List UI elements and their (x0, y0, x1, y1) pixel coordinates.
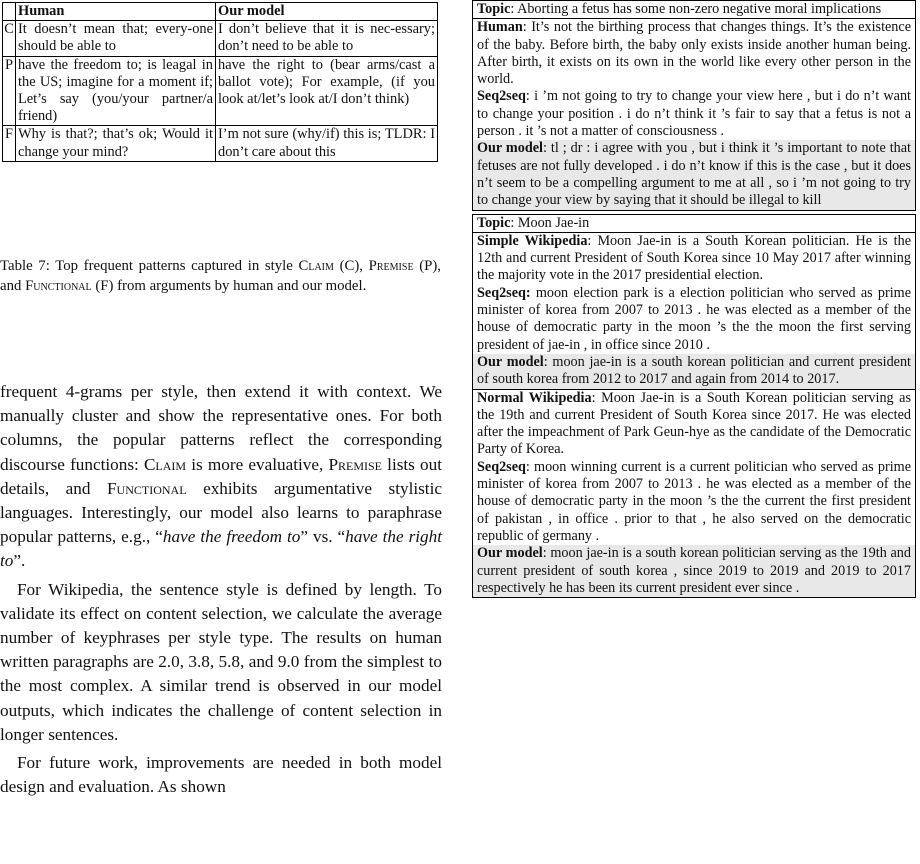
table-row-functional (3, 126, 438, 161)
value: : Moon Jae-in (510, 214, 590, 231)
label: Topic (477, 214, 511, 231)
caption-prefix: Table 7: Top frequent patterns captured in style (0, 258, 299, 274)
text-functional: Functional (107, 478, 187, 498)
text-quote: have the freedom to (162, 527, 301, 547)
example-our-model (473, 545, 915, 597)
value: : Moon Jae-in is a South Korean politician serving as the 19th and current President of South Korea since 2017. He was elected after the impeachment of Park Geun-hye as the candidate of the Democratic Party of Korea. (477, 389, 911, 458)
table-cell-code: F (3, 126, 16, 161)
example-normal-wikipedia (473, 389, 915, 459)
value: : Aborting a fetus has some non-zero negative moral implications (510, 1, 882, 17)
value: : i ’m not going to try to change your view here , but i do n’t want to change your position . i do n’t think it ’s fair to say that a fetus is not a person . it ’s not a matter of consciousness . (477, 88, 911, 140)
paragraph-future-work: For future work, improvements are needed in both model design and evaluation. As shown (0, 753, 442, 797)
example-simple-wikipedia (473, 232, 915, 285)
table-7 (2, 2, 438, 162)
text-run: ” vs. “ (300, 527, 346, 547)
table-header-row (3, 3, 438, 21)
right-column (472, 0, 916, 598)
example-box-wikipedia (472, 214, 916, 599)
label: Our model (477, 545, 543, 562)
text-quote: have the right to (0, 527, 443, 571)
table-cell-model: have the right to (bear arms/cast a ballot vote); For example, (if you look at/let’s look at/I don’t think) (216, 56, 438, 126)
text-run: lists out details, and (0, 454, 442, 498)
example-seq2seq (473, 88, 915, 140)
table-cell-human: It doesn’t mean that; every-one should be able to (16, 21, 216, 56)
example-box-argument (472, 0, 916, 211)
value: moon election park is a election politician who served as prime minister of korea from 2007 to 2013 . he was elected as a member of the house of democratic party in the moon ’s the the moon the first serving president of jae-in , in office since 2010 . (477, 284, 911, 353)
value: : tl ; dr : i agree with you , but i think it ’s important to note that fetuses are not fully developed . i do n’t know if this is the case , but it does n’t seem to be a compelling argument to me at all , so i ’m not going to try to change your view by saying that it should be illegal to kill (477, 140, 911, 209)
label: Normal Wikipedia (477, 389, 592, 406)
label: Our model (477, 353, 544, 370)
text-run: ”. (13, 551, 26, 571)
table-cell-human: Why is that?; that’s ok; Would it change your mind? (16, 126, 216, 161)
value: : moon jae-in is a south korean politician and current president of south korea from 2012 to 2017 and again from 2014 to 2017. (477, 353, 911, 388)
caption-premise: Premise (368, 258, 414, 274)
text-claim: Claim (143, 454, 187, 474)
value: : It’s not the birthing process that changes things. It’s the existence of the baby. Before birth, the baby only exists inside another human being. After birth, it exists on its own in the world like every other person in the world. (477, 19, 911, 88)
text-run: frequent 4-grams per style, then extend it with context. We manually cluster and show the representative ones. For both columns, the popular patterns reflect the corresponding discourse functions: (0, 382, 442, 474)
example-topic (473, 215, 915, 232)
example-human (473, 18, 915, 88)
text-run: is more evaluative, (186, 454, 329, 474)
text-premise: Premise (328, 454, 383, 474)
example-seq2seq (473, 285, 915, 354)
example-topic (473, 1, 915, 18)
table-row-premise (3, 56, 438, 126)
text-run: exhibits argumentative stylistic languages. Interestingly, our model also learns to paraphrase popular patterns, e.g., “ (0, 478, 442, 547)
table-header-human: Human (16, 3, 216, 21)
caption-claim: Claim (298, 258, 334, 274)
label: Topic (477, 1, 511, 17)
table-header-model: Our model (216, 3, 438, 21)
label: Seq2seq (477, 458, 526, 475)
table-row-claim (3, 21, 438, 56)
table-7-caption (0, 257, 441, 296)
label: Human (477, 19, 523, 36)
caption-functional: Functional (25, 277, 92, 294)
caption-suffix: (F) from arguments by human and our model. (91, 277, 367, 294)
value: : Moon Jae-in is a South Korean politician. He is the 12th and current President of South Korea since 10 May 2017 after winning the majority vote in the 2017 presidential election. (477, 232, 911, 284)
label: Seq2seq: (477, 284, 531, 301)
example-our-model (473, 140, 915, 209)
table-cell-code: P (3, 56, 16, 126)
body-text (0, 380, 442, 799)
caption-premise-code: (P), and (0, 258, 442, 294)
label: Our model (477, 140, 543, 157)
value: : moon jae-in is a south korean politician serving as the 19th and current president of south korea , since 2019 to 2019 and 2019 to 2017 respectively he has been its current president ever since . (477, 545, 911, 596)
paragraph-wikipedia: For Wikipedia, the sentence style is defined by length. To validate its effect on content selection, we calculate the average number of keyphrases per style type. The results on human written paragraphs are 2.0, 3.8, 5.8, and 9.0 from the simplest to the most complex. A similar trend is observed in our model outputs, which indicates the challenge of content selection in longer sentences. (0, 579, 442, 744)
label: Simple Wikipedia (477, 232, 588, 249)
caption-claim-code: (C), (333, 258, 369, 274)
table-cell-human: have the freedom to; is leagal in the US; imagine for a moment if; Let’s say (you/your partner/a friend) (16, 56, 216, 126)
label: Seq2seq (477, 88, 526, 105)
table-header-code (3, 3, 16, 21)
table-cell-code: C (3, 21, 16, 56)
example-our-model (473, 354, 915, 389)
example-seq2seq (473, 459, 915, 545)
value: : moon winning current is a current politician who served as prime minister of korea from 2007 to 2013 . he was elected as a member of the house of democratic party in the moon ’s the the current the first president of pakistan , in office . prior to that , he also served on the democratic republic of germany . (477, 458, 911, 544)
paragraph-patterns (0, 380, 442, 574)
table-cell-model: I don’t believe that it is nec-essary; don’t need to be able to (216, 21, 438, 56)
table-cell-model: I’m not sure (why/if) this is; TLDR: I don’t care about this (216, 126, 438, 161)
